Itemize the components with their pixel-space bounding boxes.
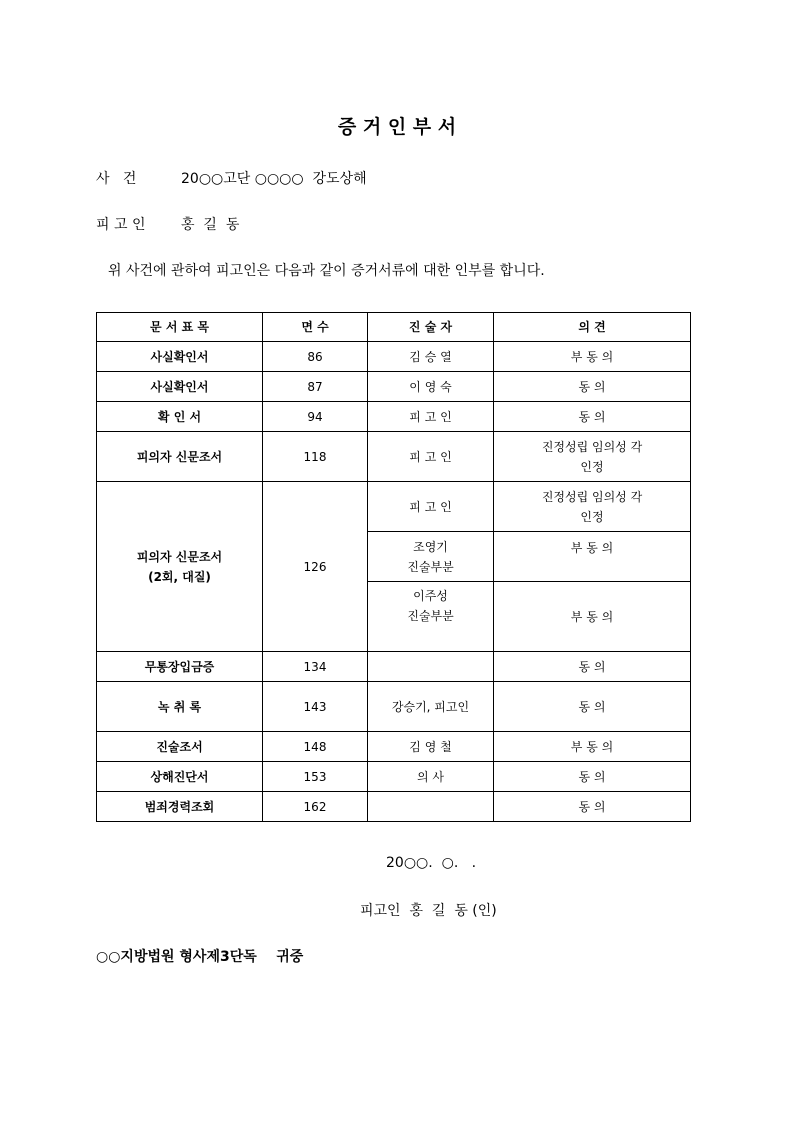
row-speaker: 의 사 bbox=[368, 762, 494, 792]
row-speaker: 이주성 진술부분 bbox=[368, 582, 494, 652]
case-label: 사 건 bbox=[96, 171, 137, 187]
row-speaker: 이 영 숙 bbox=[368, 372, 494, 402]
row-page: 87 bbox=[263, 372, 368, 402]
row-speaker bbox=[368, 792, 494, 822]
row-opinion: 동 의 bbox=[494, 372, 691, 402]
row-page: 118 bbox=[263, 432, 368, 482]
document-title: 증 거 인 부 서 bbox=[337, 116, 457, 138]
case-value: 20○○고단 ○○○○ 강도상해 bbox=[181, 171, 367, 187]
table-header-row bbox=[97, 313, 691, 342]
row-page: 94 bbox=[263, 402, 368, 432]
row-title: 무통장입금증 bbox=[97, 652, 263, 682]
row-title: 진술조서 bbox=[97, 732, 263, 762]
evidence-table bbox=[96, 312, 691, 822]
row-opinion: 동 의 bbox=[494, 402, 691, 432]
row-speaker: 강승기, 피고인 bbox=[368, 682, 494, 732]
defendant-label: 피 고 인 bbox=[96, 217, 146, 233]
statement-text: 위 사건에 관하여 피고인은 다음과 같이 증거서류에 대한 인부를 합니다. bbox=[108, 263, 545, 279]
document-date: 20○○. ○. . bbox=[386, 855, 477, 871]
header-speaker: 진 술 자 bbox=[368, 313, 494, 342]
row-title: 범죄경력조회 bbox=[97, 792, 263, 822]
table-row bbox=[97, 792, 691, 822]
table-row bbox=[97, 482, 691, 532]
header-page: 면 수 bbox=[263, 313, 368, 342]
table-row bbox=[97, 732, 691, 762]
row-opinion: 부 동 의 bbox=[494, 582, 691, 652]
row-opinion: 부 동 의 bbox=[494, 732, 691, 762]
row-opinion: 부 동 의 bbox=[494, 342, 691, 372]
defendant-name: 홍 길 동 bbox=[181, 217, 240, 233]
table-row bbox=[97, 432, 691, 482]
row-opinion: 동 의 bbox=[494, 762, 691, 792]
row-opinion: 진정성립 임의성 각 인정 bbox=[494, 432, 691, 482]
table-row bbox=[97, 342, 691, 372]
row-page: 148 bbox=[263, 732, 368, 762]
header-document-title: 문 서 표 목 bbox=[97, 313, 263, 342]
row-title: 사실확인서 bbox=[97, 342, 263, 372]
row-speaker bbox=[368, 652, 494, 682]
row-page: 134 bbox=[263, 652, 368, 682]
table-row bbox=[97, 682, 691, 732]
header-opinion: 의 견 bbox=[494, 313, 691, 342]
row-speaker: 피 고 인 bbox=[368, 402, 494, 432]
row-opinion: 진정성립 임의성 각 인정 bbox=[494, 482, 691, 532]
row-title: 사실확인서 bbox=[97, 372, 263, 402]
row-page: 126 bbox=[263, 482, 368, 652]
row-title: 녹 취 록 bbox=[97, 682, 263, 732]
row-opinion: 동 의 bbox=[494, 682, 691, 732]
row-title: 피의자 신문조서 (2회, 대질) bbox=[97, 482, 263, 652]
row-page: 162 bbox=[263, 792, 368, 822]
row-speaker: 피 고 인 bbox=[368, 482, 494, 532]
row-speaker: 조영기 진술부분 bbox=[368, 532, 494, 582]
table-row bbox=[97, 372, 691, 402]
row-page: 86 bbox=[263, 342, 368, 372]
table-row bbox=[97, 652, 691, 682]
row-title: 확 인 서 bbox=[97, 402, 263, 432]
row-title: 상해진단서 bbox=[97, 762, 263, 792]
table-row bbox=[97, 762, 691, 792]
row-speaker: 김 영 철 bbox=[368, 732, 494, 762]
row-opinion: 부 동 의 bbox=[494, 532, 691, 582]
row-opinion: 동 의 bbox=[494, 792, 691, 822]
row-page: 153 bbox=[263, 762, 368, 792]
row-speaker: 피 고 인 bbox=[368, 432, 494, 482]
row-speaker: 김 승 열 bbox=[368, 342, 494, 372]
row-title: 피의자 신문조서 bbox=[97, 432, 263, 482]
row-page: 143 bbox=[263, 682, 368, 732]
row-opinion: 동 의 bbox=[494, 652, 691, 682]
table-row bbox=[97, 402, 691, 432]
signature-line: 피고인 홍 길 동 (인) bbox=[360, 903, 497, 919]
court-addressee: ○○지방법원 형사제3단독 귀중 bbox=[96, 949, 304, 965]
